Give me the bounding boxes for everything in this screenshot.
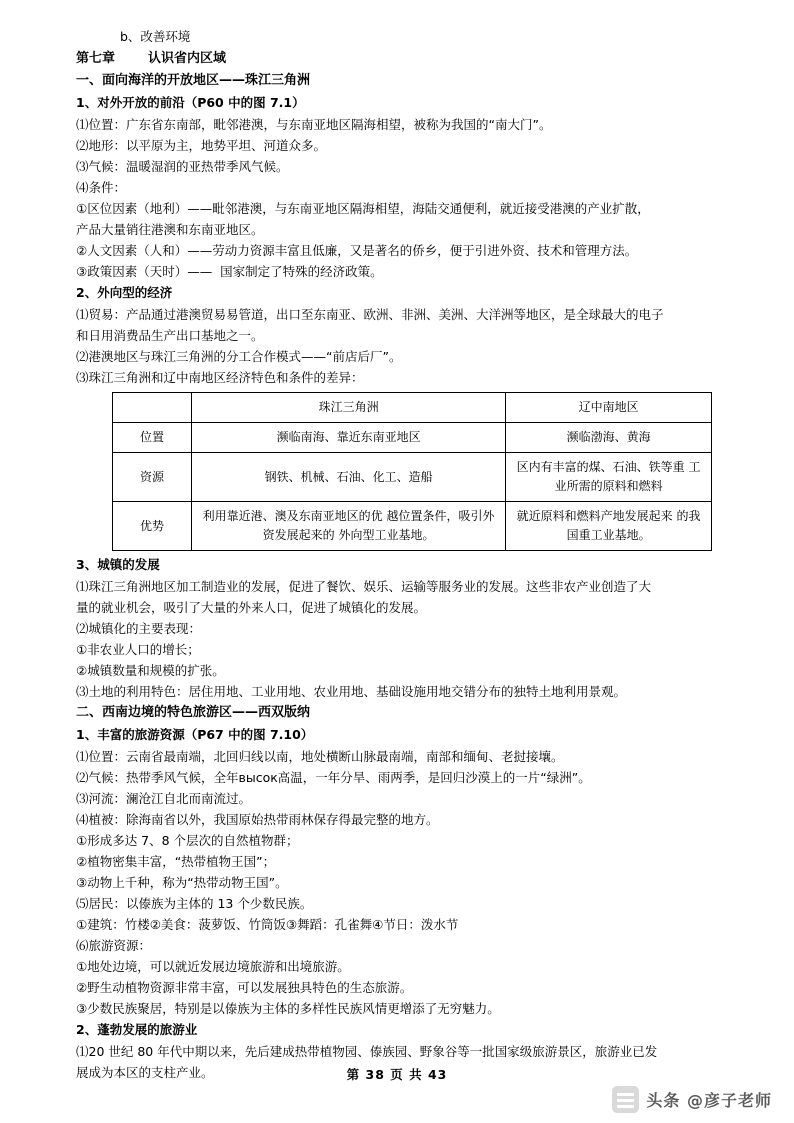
body-line: ⑶珠江三角洲和辽中南地区经济特色和条件的差异： [76, 370, 364, 385]
section1-sub2-heading: 2、外向型的经济 [76, 285, 173, 300]
body-line: ⑶河流：澜沧江自北而南流过。 [76, 791, 252, 806]
body-line: ⑹旅游资源： [76, 938, 152, 953]
section1-sub1-heading: 1、对外开放的前沿（P60 中的图 7.1） [76, 95, 305, 110]
table-cell: 濒临渤海、黄海 [506, 423, 712, 453]
body-line: ②植物密集丰富，“热带植物王国”； [76, 854, 276, 869]
chapter-heading [76, 47, 728, 70]
body-line: ①区位因素（地利）——毗邻港澳，与东南亚地区隔海相望，海陆交通便利，就近接受港澳的产业扩散， [76, 201, 650, 216]
table-header-cell: 辽中南地区 [506, 393, 712, 423]
table-cell: 濒临南海、靠近东南亚地区 [192, 423, 506, 453]
page-footer: 第 38 页 共 43 [346, 1067, 448, 1082]
chapter-number: 第七章 [76, 51, 116, 66]
body-line: ⑵港澳地区与珠江三角洲的分工合作模式——“前店后厂”。 [76, 349, 402, 364]
body-line: ③少数民族聚居，特别是以傣族为主体的多样性民族风情更增添了无穷魅力。 [76, 1001, 500, 1016]
body-line: ②城镇数量和规模的扩张。 [76, 663, 225, 678]
watermark [612, 1086, 772, 1113]
table-header-row [113, 393, 712, 423]
body-line: ⑷植被：除海南省以外，我国原始热带雨林保存得最完整的地方。 [76, 812, 439, 827]
table-cell: 钢铁、机械、石油、化工、造船 [192, 453, 506, 502]
chapter-title: 认识省内区域 [148, 51, 227, 66]
table-row-label: 位置 [113, 423, 192, 453]
menu-logo-icon [612, 1086, 639, 1113]
section1-sub3-heading: 3、城镇的发展 [76, 557, 160, 572]
body-line: ①地处边境，可以就近发展边境旅游和出境旅游。 [76, 959, 350, 974]
section2-heading: 二、西南边境的特色旅游区——西双版纳 [76, 705, 311, 720]
section2-sub1-heading: 1、丰富的旅游资源（P67 中的图 7.10） [76, 727, 314, 742]
watermark-text: 头条 @彦子老师 [646, 1091, 772, 1110]
body-line: ⑴20 世纪 80 年代中期以来，先后建成热带植物园、傣族园、野象谷等一批国家级旅游景区，旅游业已发 [76, 1044, 658, 1059]
body-line: ⑴贸易：产品通过港澳贸易易管道，出口至东南亚、欧洲、非洲、美洲、大洋洲等地区，是全球最大的电子 [76, 307, 664, 322]
body-line: ⑴位置：广东省东南部，毗邻港澳，与东南亚地区隔海相望，被称为我国的“南大门”。 [76, 117, 552, 132]
body-line: ①非农业人口的增长； [76, 642, 200, 657]
table-row-label: 优势 [113, 502, 192, 551]
table-cell: 就近原料和燃料产地发展起来 的我国重工业基地。 [506, 502, 712, 551]
section1-heading: 一、面向海洋的开放地区——珠江三角洲 [76, 73, 311, 88]
body-line: ③动物上千种，称为“热带动物王国”。 [76, 875, 288, 890]
body-line: 量的就业机会，吸引了大量的外来人口，促进了城镇化的发展。 [76, 600, 427, 615]
table-header-cell [113, 393, 192, 423]
body-line: ①形成多达 7、8 个层次的自然植物群； [76, 833, 299, 848]
body-line: 产品大量销往港澳和东南亚地区。 [76, 222, 264, 237]
body-line: ⑴珠江三角洲地区加工制造业的发展，促进了餐饮、娱乐、运输等服务业的发展。这些非农产业创造了大 [76, 579, 652, 594]
comparison-table [112, 392, 712, 551]
body-line: ③政策因素（天时）—— 国家制定了特殊的经济政策。 [76, 264, 383, 279]
body-line: ⑵城镇化的主要表现： [76, 621, 202, 636]
body-line: ②人文因素（人和）——劳动力资源丰富且低廉，又是著名的侨乡，便于引进外资、技术和管理方法。 [76, 243, 638, 258]
table-row [113, 423, 712, 453]
body-line: ⑸居民：以傣族为主体的 13 个少数民族。 [76, 896, 313, 911]
body-line: ⑴位置：云南省最南端，北回归线以南，地处横断山脉最南端，南部和缅甸、老挝接壤。 [76, 749, 564, 764]
body-line: 展成为本区的支柱产业。 [76, 1065, 214, 1080]
section2-sub2-heading: 2、蓬勃发展的旅游业 [76, 1022, 198, 1037]
table-header-cell: 珠江三角洲 [192, 393, 506, 423]
table-row [113, 502, 712, 551]
body-line: ⑷条件： [76, 180, 127, 195]
table-row-label: 资源 [113, 453, 192, 502]
table-cell: 区内有丰富的煤、石油、铁等重 工业所需的原料和燃料 [506, 453, 712, 502]
body-line: ②野生动植物资源非常丰富，可以发展独具特色的生态旅游。 [76, 980, 413, 995]
body-line: ⑵地形：以平原为主，地势平坦、河道众多。 [76, 138, 327, 153]
body-line: ⑶气候：温暖湿润的亚热带季风气候。 [76, 159, 289, 174]
table-cell: 利用靠近港、澳及东南亚地区的优 越位置条件，吸引外资发展起来的 外向型工业基地。 [192, 502, 506, 551]
body-line: ①建筑：竹楼②美食：菠萝饭、竹筒饭③舞蹈：孔雀舞④节日：泼水节 [76, 917, 459, 932]
body-line: ⑵气候：热带季风气候，全年высок高温，一年分旱、雨两季，是回归沙漠上的一片“绿洲”。 [76, 770, 591, 785]
body-line: 和日用消费品生产出口基地之一。 [76, 328, 264, 343]
body-line: ⑶土地的利用特色：居住用地、工业用地、农业用地、基础设施用地交错分布的独特土地利用景观。 [76, 684, 627, 699]
table-row [113, 453, 712, 502]
top-fragment-line: b、改善环境 [120, 29, 191, 44]
